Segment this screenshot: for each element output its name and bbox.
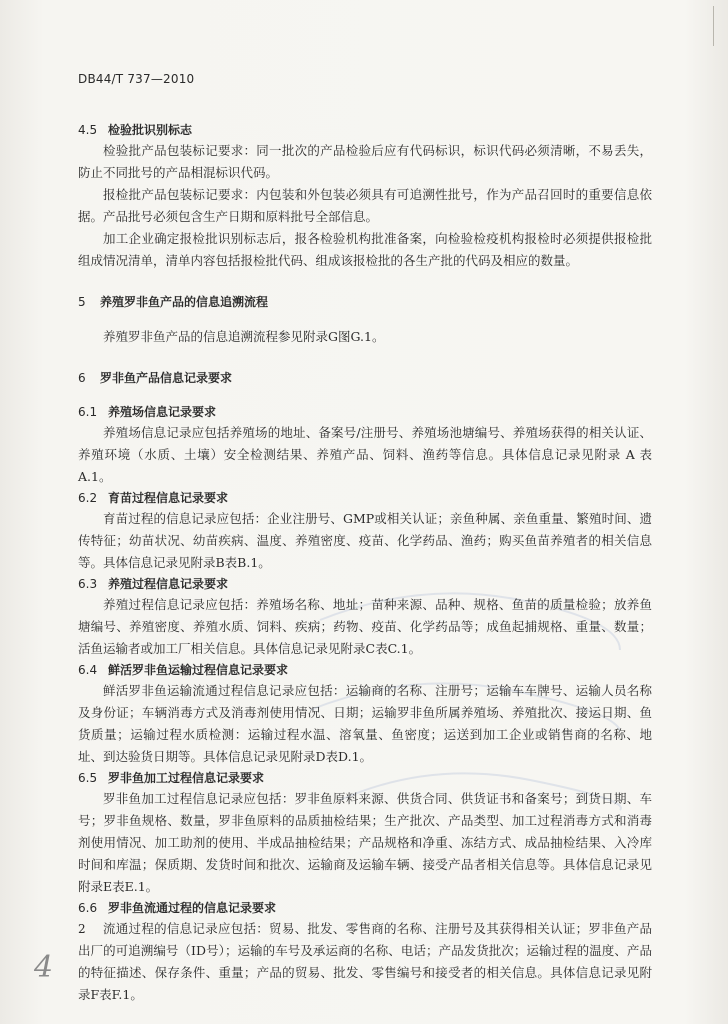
page-number: 2 <box>78 922 86 936</box>
section-title: 养殖过程信息记录要求 <box>108 577 229 591</box>
paragraph: 养殖罗非鱼产品的信息追溯流程参见附录G图G.1。 <box>103 329 385 344</box>
section-title: 鲜活罗非鱼运输过程信息记录要求 <box>108 663 289 677</box>
section-heading-5 <box>78 292 652 312</box>
section-number: 6.5 <box>78 771 98 785</box>
section-heading-6-6 <box>78 898 652 918</box>
section-number: 5 <box>78 295 86 309</box>
standard-code-header: DB44/T 737—2010 <box>78 72 195 86</box>
paragraph: 加工企业确定报检批识别标志后，报各检验机构批准备案，向检验检疫机构报检时必须提供报检批组成情况清单，清单内容包括报检批代码、组成该报检批的各生产批的代码及相应的数量。 <box>78 231 652 268</box>
section-title: 育苗过程信息记录要求 <box>108 491 229 505</box>
scan-edge-mark <box>705 6 714 46</box>
section-heading-6-1 <box>78 402 652 422</box>
section-heading-6-4 <box>78 660 652 680</box>
section-title: 养殖场信息记录要求 <box>108 405 217 419</box>
section-heading-6-2 <box>78 488 652 508</box>
paragraph: 养殖过程信息记录应包括：养殖场名称、地址；苗种来源、品种、规格、鱼苗的质量检验；放养鱼塘编号、养殖密度、养殖水质、饲料、疾病；药物、疫苗、化学药品等；成鱼起捕规格、重量、数量；活鱼运输者或加工厂相关信息。具体信息记录见附录C表C.1。 <box>78 597 652 656</box>
section-heading-6-5 <box>78 768 652 788</box>
section-heading-6 <box>78 368 652 388</box>
section-title: 检验批识别标志 <box>108 123 193 137</box>
section-title: 养殖罗非鱼产品的信息追溯流程 <box>100 295 269 309</box>
section-number: 6 <box>78 371 86 385</box>
paragraph: 育苗过程的信息记录应包括：企业注册号、GMP或相关认证；亲鱼种属、亲鱼重量、繁殖时间、遗传特征；幼苗状况、幼苗疾病、温度、养殖密度、疫苗、化学药品、渔药；购买鱼苗养殖者的相关信息等。具体信息记录见附录B表B.1。 <box>78 511 652 570</box>
section-number: 6.3 <box>78 577 98 591</box>
handwritten-page-mark: 4 <box>34 950 54 985</box>
paragraph: 检验批产品包装标记要求：同一批次的产品检验后应有代码标识，标识代码必须清晰，不易丢失，防止不同批号的产品相混标识代码。 <box>78 143 652 180</box>
section-number: 6.4 <box>78 663 98 677</box>
section-number: 4.5 <box>78 123 98 137</box>
section-number: 6.1 <box>78 405 98 419</box>
section-heading-6-3 <box>78 574 652 594</box>
section-number: 6.2 <box>78 491 98 505</box>
section-title: 罗非鱼流通过程的信息记录要求 <box>108 901 277 915</box>
paragraph: 养殖场信息记录应包括养殖场的地址、备案号/注册号、养殖场池塘编号、养殖场获得的相关认证、养殖环境（水质、土壤）安全检测结果、养殖产品、饲料、渔药等信息。具体信息记录见附录 A 表 A.1。 <box>78 425 652 484</box>
paragraph: 流通过程的信息记录应包括：贸易、批发、零售商的名称、注册号及其获得相关认证；罗非鱼产品出厂的可追溯编号（ID号）；运输的车号及承运商的名称、电话；产品发货批次；运输过程的温度、产品的特征描述、保存条件、重量；产品的贸易、批发、零售编号和接受者的相关信息。具体信息记录见附录F表F.1。 <box>78 921 652 1002</box>
section-heading-4-5 <box>78 120 652 140</box>
section-title: 罗非鱼产品信息记录要求 <box>100 371 233 385</box>
section-title: 罗非鱼加工过程信息记录要求 <box>108 771 265 785</box>
paragraph: 鲜活罗非鱼运输流通过程信息记录应包括：运输商的名称、注册号；运输车车牌号、运输人员名称及身份证；车辆消毒方式及消毒剂使用情况、日期；运输罗非鱼所属养殖场、养殖批次、接运日期、鱼货质量；运输过程水质检测：运输过程水温、溶氧量、鱼密度；运送到加工企业或销售商的名称、地址、到达验货日期等。具体信息记录见附录D表D.1。 <box>78 683 652 764</box>
paragraph: 报检批产品包装标记要求：内包装和外包装必须具有可追溯性批号，作为产品召回时的重要信息依据。产品批号必须包含生产日期和原料批号全部信息。 <box>78 187 652 224</box>
document-body <box>78 120 652 1006</box>
section-number: 6.6 <box>78 901 98 915</box>
paragraph: 罗非鱼加工过程信息记录应包括：罗非鱼原料来源、供货合同、供货证书和备案号；到货日期、车号；罗非鱼规格、数量，罗非鱼原料的品质抽检结果；生产批次、产品类型、加工过程消毒方式和消毒剂使用情况、加工助剂的使用、半成品抽检结果；产品规格和净重、冻结方式、成品抽检结果、入冷库时间和库温；保质期、发货时间和批次、运输商及运输车辆、接受产品者相关信息等。具体信息记录见附录E表E.1。 <box>78 791 652 894</box>
